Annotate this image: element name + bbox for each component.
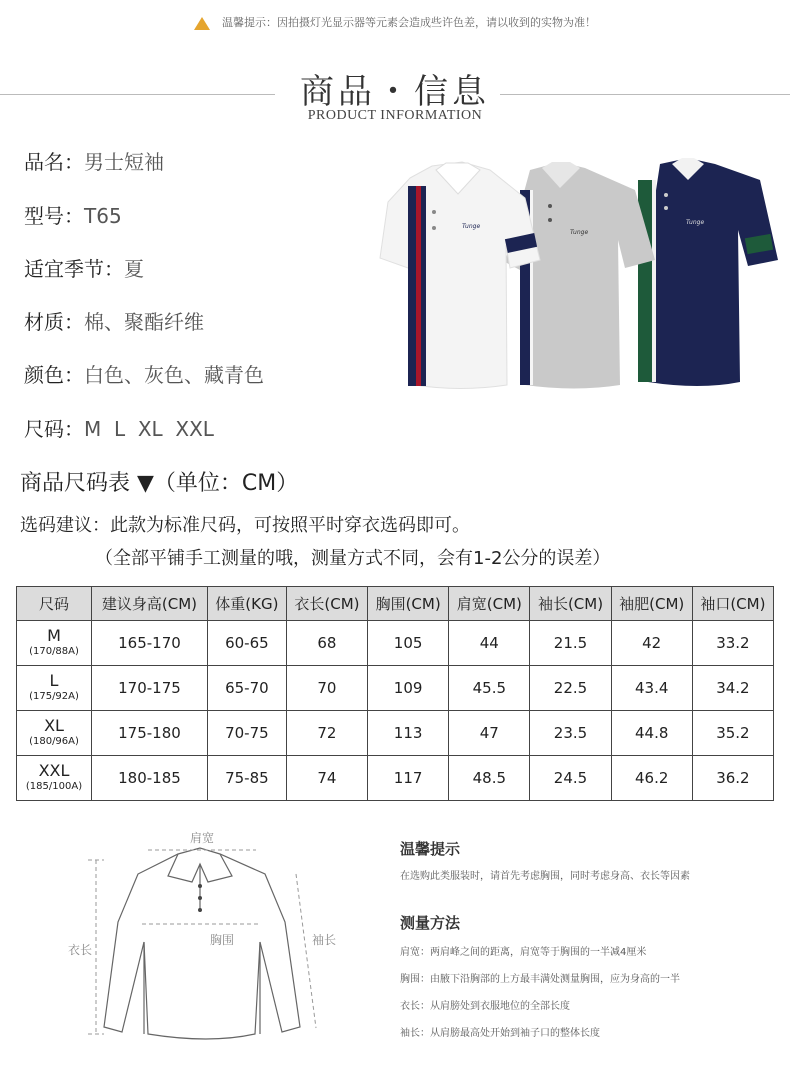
table-cell: 72 <box>286 711 367 756</box>
col-header: 胸围(CM) <box>368 587 449 621</box>
info-season <box>24 253 144 282</box>
table-cell: 175-180 <box>92 711 208 756</box>
col-header: 肩宽(CM) <box>449 587 530 621</box>
table-cell: 70-75 <box>207 711 286 756</box>
white-shirt <box>380 162 540 389</box>
table-cell: 117 <box>368 756 449 801</box>
col-header: 尺码 <box>17 587 92 621</box>
product-shirts-image <box>370 150 780 395</box>
method-title: 测量方法 <box>400 914 461 932</box>
notice-text: 温馨提示：因拍摄灯光显示器等元素会造成些许色差，请以收到的实物为准！ <box>222 16 596 29</box>
table-cell: 74 <box>286 756 367 801</box>
info-model <box>24 200 122 229</box>
shoulder-label: 肩宽 <box>189 831 215 845</box>
table-cell: 68 <box>286 621 367 666</box>
info-label: 品名： <box>24 150 84 174</box>
info-label: 材质： <box>24 310 84 334</box>
size-table <box>16 586 774 801</box>
table-row <box>17 756 774 801</box>
size-advice: 选码建议：此款为标准尺码，可按照平时穿衣选码即可。 <box>20 515 470 536</box>
table-cell: 60-65 <box>207 621 286 666</box>
info-label: 颜色： <box>24 363 84 387</box>
table-cell: 170-175 <box>92 666 208 711</box>
measure-lines <box>88 850 316 1034</box>
table-cell: 23.5 <box>530 711 611 756</box>
info-value: 白色、灰色、藏青色 <box>84 363 264 387</box>
sleeve-label: 袖长 <box>311 933 337 947</box>
col-header: 袖长(CM) <box>530 587 611 621</box>
size-cell: M (170/88A) <box>17 621 92 666</box>
table-cell: 44.8 <box>611 711 692 756</box>
table-cell: 46.2 <box>611 756 692 801</box>
method-item: 衣长：从肩膀处到衣服地位的全部长度 <box>400 1001 570 1012</box>
table-row <box>17 666 774 711</box>
col-header: 袖口(CM) <box>692 587 773 621</box>
table-cell: 35.2 <box>692 711 773 756</box>
table-cell: 34.2 <box>692 666 773 711</box>
table-header-row <box>17 587 774 621</box>
tips-title: 温馨提示 <box>400 840 461 858</box>
table-cell: 22.5 <box>530 666 611 711</box>
measurement-diagram <box>60 822 360 1052</box>
info-value: M L XL XXL <box>84 417 214 441</box>
info-value: 棉、聚酯纤维 <box>84 310 204 334</box>
table-cell: 24.5 <box>530 756 611 801</box>
notes-panel <box>400 838 780 1039</box>
col-header: 建议身高(CM) <box>92 587 208 621</box>
page-title: 商品・信息 <box>300 72 490 112</box>
info-value: 男士短袖 <box>84 150 164 174</box>
info-label: 型号： <box>24 204 84 228</box>
table-cell: 180-185 <box>92 756 208 801</box>
table-cell: 44 <box>449 621 530 666</box>
table-row <box>17 621 774 666</box>
info-value: 夏 <box>124 257 144 281</box>
method-item: 肩宽：两肩峰之间的距离，肩宽等于胸围的一半减4厘米 <box>400 947 647 958</box>
table-cell: 75-85 <box>207 756 286 801</box>
tips-text: 在选购此类服装时，请首先考虑胸围，同时考虑身高、衣长等因素 <box>400 871 690 882</box>
measurement-note: （全部平铺手工测量的哦，测量方式不同，会有1-2公分的误差） <box>95 548 611 569</box>
table-cell: 45.5 <box>449 666 530 711</box>
table-cell: 42 <box>611 621 692 666</box>
warning-icon <box>194 17 210 30</box>
svg-text:Tunge: Tunge <box>686 219 705 226</box>
size-cell: L (175/92A) <box>17 666 92 711</box>
info-value: T65 <box>84 204 122 228</box>
table-cell: 109 <box>368 666 449 711</box>
table-cell: 105 <box>368 621 449 666</box>
col-header: 体重(KG) <box>207 587 286 621</box>
info-name <box>24 146 164 175</box>
info-label: 适宜季节： <box>24 257 124 281</box>
method-item: 袖长：从肩膀最高处开始到袖子口的整体长度 <box>400 1028 600 1039</box>
table-cell: 70 <box>286 666 367 711</box>
notice-bar <box>0 14 790 30</box>
table-cell: 33.2 <box>692 621 773 666</box>
table-cell: 21.5 <box>530 621 611 666</box>
info-material <box>24 306 204 335</box>
svg-text:Tunge: Tunge <box>462 223 481 230</box>
navy-shirt <box>638 158 778 386</box>
size-cell: XL (180/96A) <box>17 711 92 756</box>
length-label: 衣长 <box>67 943 93 957</box>
table-cell: 65-70 <box>207 666 286 711</box>
col-header: 衣长(CM) <box>286 587 367 621</box>
table-cell: 113 <box>368 711 449 756</box>
table-cell: 36.2 <box>692 756 773 801</box>
info-size <box>24 413 214 442</box>
method-item: 胸围：由腋下沿胸部的上方最丰满处测量胸围，应为身高的一半 <box>400 974 680 985</box>
shirt-outline <box>104 848 300 1039</box>
size-cell: XXL (185/100A) <box>17 756 92 801</box>
page-subtitle: PRODUCT INFORMATION <box>307 108 483 123</box>
table-cell: 47 <box>449 711 530 756</box>
info-color <box>24 359 264 388</box>
table-row <box>17 711 774 756</box>
table-cell: 43.4 <box>611 666 692 711</box>
col-header: 袖肥(CM) <box>611 587 692 621</box>
svg-text:Tunge: Tunge <box>570 229 589 236</box>
chest-label: 胸围 <box>209 933 235 947</box>
grey-shirt <box>505 162 655 389</box>
info-label: 尺码： <box>24 417 84 441</box>
table-cell: 48.5 <box>449 756 530 801</box>
table-cell: 165-170 <box>92 621 208 666</box>
size-chart-title: 商品尺码表 ▼（单位：CM） <box>20 471 299 496</box>
